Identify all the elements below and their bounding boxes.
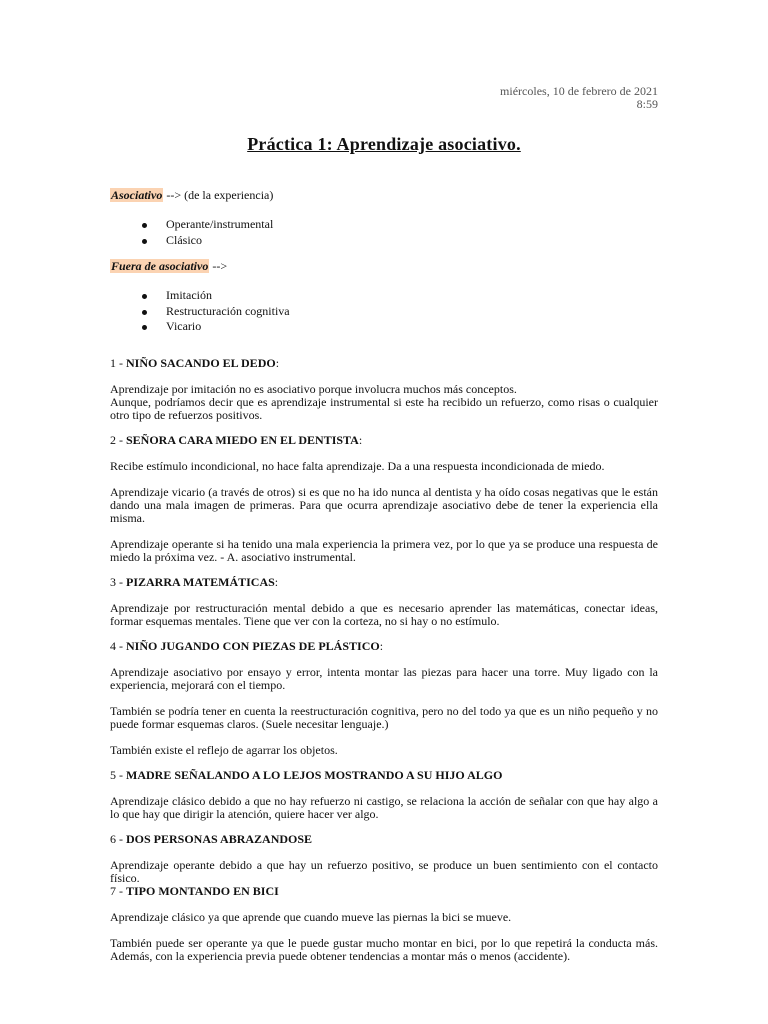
list-item: Clásico: [166, 233, 658, 249]
section-colon: :: [274, 574, 279, 589]
section-paragraph: Recibe estímulo incondicional, no hace falta aprendizaje. Da a una respuesta incondicionada de miedo.: [110, 458, 605, 473]
section-paragraph: También puede ser operante ya que le puede gustar mucho montar en bici, por lo que repetirá la conducta más. Además, con la experiencia previa puede obtener tendencias a montar más o menos (accidente).: [110, 935, 658, 963]
section-heading: [110, 833, 658, 846]
note-time: 8:59: [636, 97, 658, 111]
document-body: [110, 189, 658, 963]
section-paragraph: Aprendizaje clásico ya que aprende que cuando mueve las piernas la bici se mueve.: [110, 909, 512, 924]
section-paragraph: Aunque, podríamos decir que es aprendizaje instrumental si este ha recibido un refuerzo, como risas o cualquier otro tipo de refuerzos positivos.: [110, 394, 658, 422]
section-title: NIÑO JUGANDO CON PIEZAS DE PLÁSTICO: [126, 638, 380, 653]
section-heading: [110, 576, 658, 589]
section-heading: [110, 885, 658, 898]
section-number: 5 -: [110, 767, 126, 782]
section-paragraph: Aprendizaje vicario (a través de otros) si es que no ha ido nunca al dentista y ha oído cosas negativas que le están dando una mala imagen de primeras. Para que ocurra aprendizaje asociativo debe de tener la experiencia ella misma.: [110, 484, 658, 525]
section-number: 3 -: [110, 574, 126, 589]
section-paragraph: Aprendizaje por imitación no es asociativo porque involucra muchos más conceptos.: [110, 381, 517, 396]
section-title: PIZARRA MATEMÁTICAS: [126, 574, 275, 589]
section-number: 1 -: [110, 355, 126, 370]
section-number: 7 -: [110, 883, 126, 898]
section-title: MADRE SEÑALANDO A LO LEJOS MOSTRANDO A SU HIJO ALGO: [126, 767, 503, 782]
section-heading: [110, 769, 658, 782]
category-label: Asociativo: [111, 188, 163, 202]
section-colon: :: [358, 432, 363, 447]
section-paragraph: Aprendizaje operante debido a que hay un refuerzo positivo, se produce un buen sentimiento con el contacto físico.: [110, 857, 658, 885]
note-date: miércoles, 10 de febrero de 2021: [500, 84, 658, 98]
list-item: Imitación: [166, 288, 658, 304]
section-title: DOS PERSONAS ABRAZANDOSE: [126, 831, 313, 846]
section-title: TIPO MONTANDO EN BICI: [126, 883, 279, 898]
category-list: [110, 217, 658, 248]
section-paragraph: Aprendizaje operante si ha tenido una mala experiencia la primera vez, por lo que ya se produce una respuesta de miedo la próxima vez. - A. asociativo instrumental.: [110, 536, 658, 564]
note-datetime: [500, 85, 658, 111]
category-suffix: -->: [209, 259, 228, 273]
list-item: Operante/instrumental: [166, 217, 658, 233]
section-paragraph: También existe el reflejo de agarrar los objetos.: [110, 742, 338, 757]
section-number: 6 -: [110, 831, 126, 846]
section-colon: :: [275, 355, 280, 370]
section-paragraph: Aprendizaje clásico debido a que no hay refuerzo ni castigo, se relaciona la acción de señalar con que hay algo a lo que hay que dirigir la atención, quiere hacer ver algo.: [110, 793, 658, 821]
section-paragraph: También se podría tener en cuenta la reestructuración cognitiva, pero no del todo ya que es un niño pequeño y no puede formar esquemas claros. (Suele necesitar lenguaje.): [110, 703, 658, 731]
list-item: Restructuración cognitiva: [166, 304, 658, 320]
category-label: Fuera de asociativo: [111, 259, 209, 273]
page-title: Práctica 1: Aprendizaje asociativo.: [247, 134, 521, 154]
section-number: 4 -: [110, 638, 126, 653]
section-colon: :: [379, 638, 384, 653]
section-heading: [110, 434, 658, 447]
category-fuera-de-asociativo: [110, 260, 658, 273]
category-list: [110, 288, 658, 335]
category-suffix: --> (de la experiencia): [163, 188, 274, 202]
section-number: 2 -: [110, 432, 126, 447]
section-heading: [110, 640, 658, 653]
section-heading: [110, 357, 658, 370]
list-item: Vicario: [166, 319, 658, 335]
category-asociativo: [110, 189, 658, 202]
section-paragraph: Aprendizaje asociativo por ensayo y error, intenta montar las piezas para hacer una torre. Muy ligado con la experiencia, mejorará con el tiempo.: [110, 664, 658, 692]
section-title: SEÑORA CARA MIEDO EN EL DENTISTA: [126, 432, 359, 447]
section-title: NIÑO SACANDO EL DEDO: [126, 355, 276, 370]
section-paragraph: Aprendizaje por restructuración mental debido a que es necesario aprender las matemáticas, conectar ideas, formar esquemas mentales. Tiene que ver con la corteza, no si hay o no estímulo.: [110, 600, 658, 628]
